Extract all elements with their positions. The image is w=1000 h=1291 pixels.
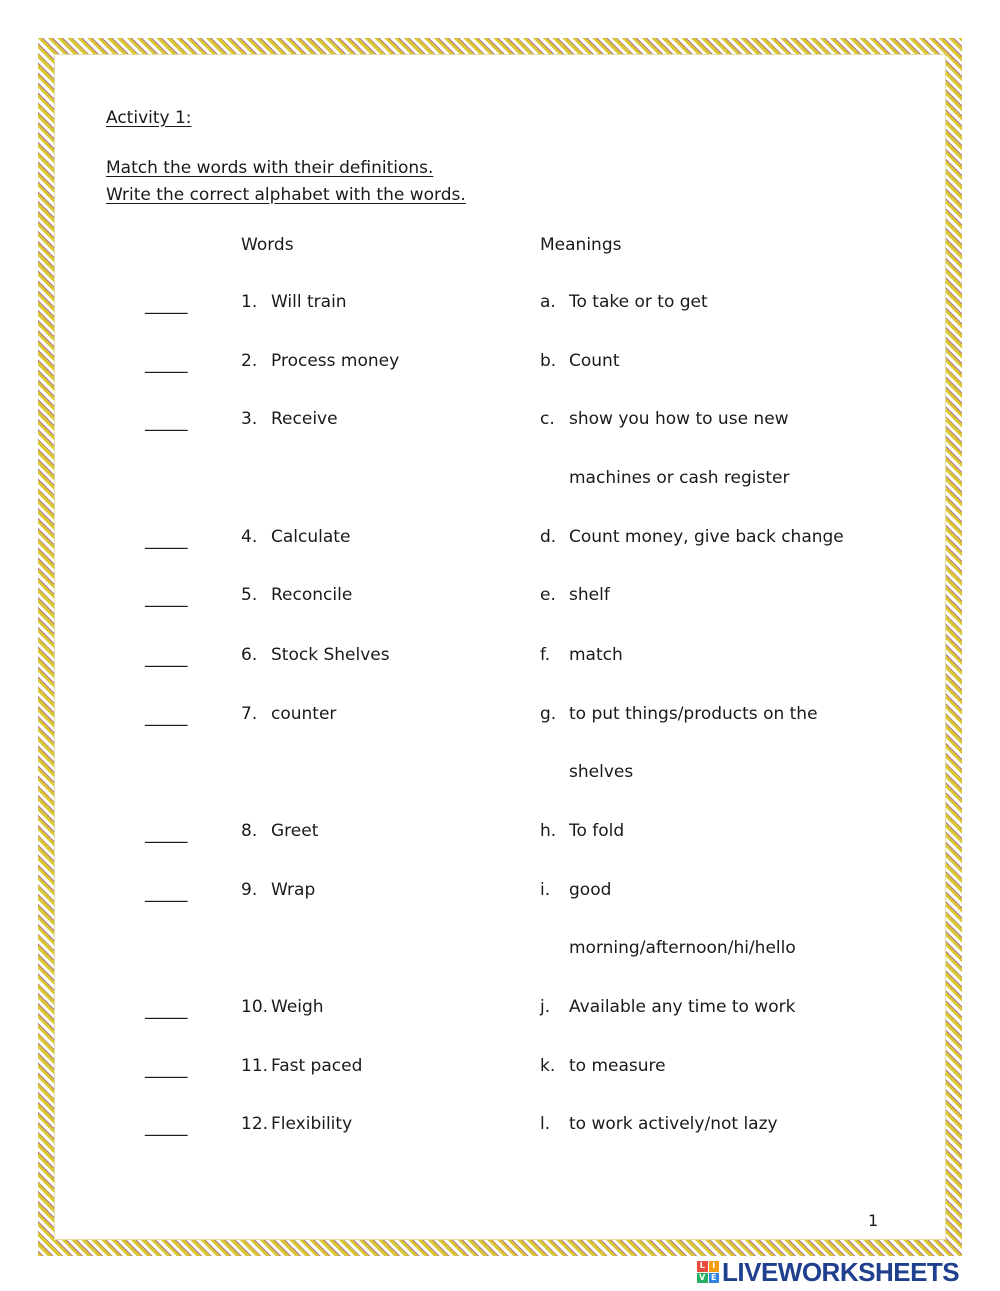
meaning-letter: k.	[540, 1056, 556, 1076]
activity-title: Activity 1:	[106, 108, 192, 128]
word-number: 2.	[241, 351, 258, 371]
liveworksheets-logo[interactable]	[697, 1258, 993, 1286]
answer-blank[interactable]: _____	[145, 295, 188, 315]
meaning-letter: g.	[540, 704, 557, 724]
meaning-letter: c.	[540, 409, 555, 429]
answer-blank[interactable]: _____	[145, 883, 188, 903]
meaning-letter: i.	[540, 880, 551, 900]
meaning-letter: j.	[540, 997, 551, 1017]
meaning-letter: h.	[540, 821, 557, 841]
word-number: 11.	[241, 1056, 269, 1076]
meaning-letter: b.	[540, 351, 557, 371]
word-text: Fast paced	[271, 1056, 363, 1076]
word-number: 12.	[241, 1114, 269, 1134]
meaning-letter: d.	[540, 527, 557, 547]
meaning-letter: f.	[540, 645, 551, 665]
word-number: 8.	[241, 821, 258, 841]
word-text: Flexibility	[271, 1114, 353, 1134]
page-number: 1	[868, 1211, 879, 1230]
meaning-text: show you how to use new	[569, 409, 789, 429]
meaning-letter: e.	[540, 585, 556, 605]
meaning-text: shelf	[569, 585, 610, 605]
word-number: 6.	[241, 645, 258, 665]
meaning-letter: a.	[540, 292, 556, 312]
word-number: 10.	[241, 997, 269, 1017]
live-tile: I	[709, 1261, 720, 1272]
word-text: Wrap	[271, 880, 316, 900]
meaning-text-continued: shelves	[569, 762, 634, 782]
answer-blank[interactable]: _____	[145, 412, 188, 432]
word-text: Process money	[271, 351, 400, 371]
answer-blank[interactable]: _____	[145, 1059, 188, 1079]
answer-blank[interactable]: _____	[145, 530, 188, 550]
word-number: 7.	[241, 704, 258, 724]
meaning-text-continued: machines or cash register	[569, 468, 790, 488]
instruction-line-2: Write the correct alphabet with the words.	[106, 185, 466, 205]
meaning-text: to put things/products on the	[569, 704, 818, 724]
word-text: Receive	[271, 409, 338, 429]
meaning-text: Count	[569, 351, 620, 371]
words-header: Words	[241, 235, 294, 255]
meanings-header: Meanings	[540, 235, 622, 255]
answer-blank[interactable]: _____	[145, 824, 188, 844]
meaning-text: to work actively/not lazy	[569, 1114, 778, 1134]
word-text: Weigh	[271, 997, 324, 1017]
answer-blank[interactable]: _____	[145, 354, 188, 374]
live-tile: L	[697, 1261, 708, 1272]
meaning-text: to measure	[569, 1056, 666, 1076]
meaning-text: good	[569, 880, 612, 900]
answer-blank[interactable]: _____	[145, 588, 188, 608]
live-tile: V	[697, 1273, 708, 1284]
word-number: 4.	[241, 527, 258, 547]
word-text: Greet	[271, 821, 319, 841]
answer-blank[interactable]: _____	[145, 1000, 188, 1020]
answer-blank[interactable]: _____	[145, 707, 188, 727]
word-number: 5.	[241, 585, 258, 605]
word-text: Stock Shelves	[271, 645, 390, 665]
answer-blank[interactable]: _____	[145, 1117, 188, 1137]
meaning-text: To take or to get	[569, 292, 708, 312]
meaning-text: Count money, give back change	[569, 527, 844, 547]
meaning-text: match	[569, 645, 623, 665]
answer-blank[interactable]: _____	[145, 648, 188, 668]
word-text: Calculate	[271, 527, 351, 547]
instruction-line-1: Match the words with their definitions.	[106, 158, 434, 178]
meaning-text: To fold	[569, 821, 625, 841]
word-text: counter	[271, 704, 337, 724]
word-text: Reconcile	[271, 585, 353, 605]
word-number: 1.	[241, 292, 258, 312]
word-text: Will train	[271, 292, 347, 312]
meaning-text: Available any time to work	[569, 997, 796, 1017]
meaning-letter: l.	[540, 1114, 551, 1134]
brand-text: LIVEWORKSHEETS	[722, 1256, 960, 1287]
live-logo-icon	[697, 1261, 719, 1283]
word-number: 3.	[241, 409, 258, 429]
live-tile: E	[709, 1273, 720, 1284]
word-number: 9.	[241, 880, 258, 900]
meaning-text-continued: morning/afternoon/hi/hello	[569, 938, 796, 958]
